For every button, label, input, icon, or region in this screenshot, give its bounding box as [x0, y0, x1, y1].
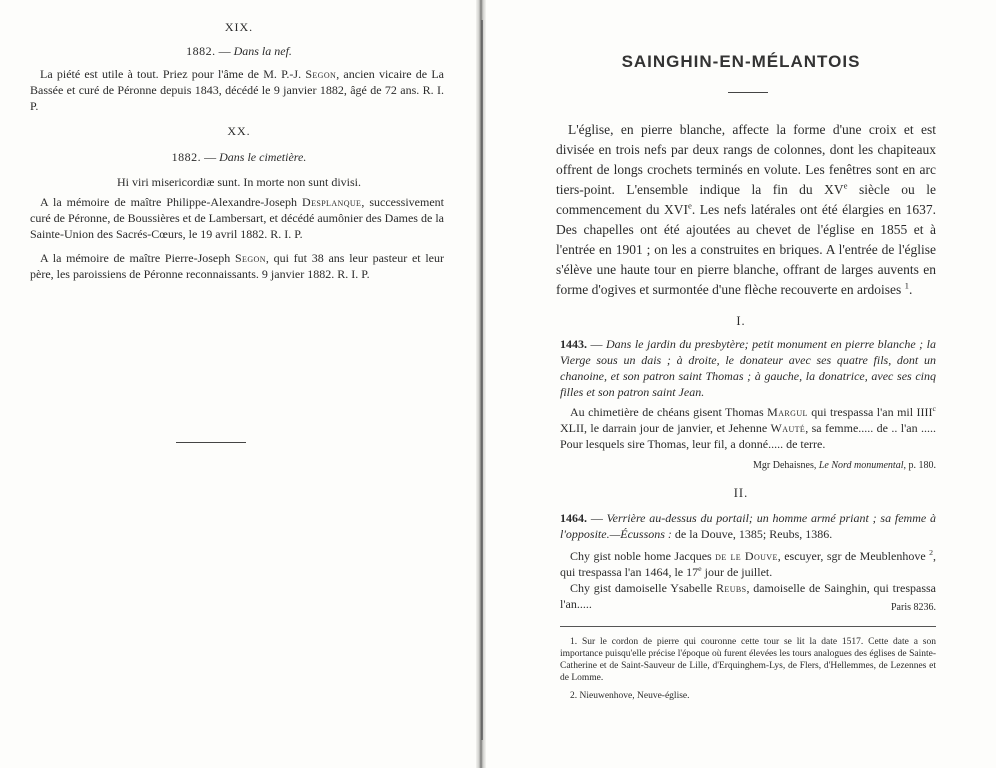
section-i-number: 1443.	[560, 337, 587, 351]
intro-paragraph	[556, 120, 936, 300]
section-i-numeral: I.	[736, 314, 746, 328]
section-ii-para2-part1: Chy gist damoiselle Ysabelle	[570, 581, 713, 595]
section-xx-para1	[30, 194, 444, 242]
section-i-name1: Margul	[767, 405, 808, 419]
section-ii-para2-part2: , damoiselle de Sainghin, qui trespassa l'an.....	[560, 581, 936, 611]
section-i-source-page: , p. 180.	[903, 460, 936, 471]
section-xx-numeral: XX.	[227, 124, 251, 138]
section-ii-para1-part4: jour de juillet.	[701, 565, 773, 579]
section-i-text-part2: qui trespassa l'an mil IIII	[807, 405, 933, 419]
section-xx-para2-part2: , qui fut 38 ans leur pasteur et leur père, les paroissiens de Péronne reconnaissants. 9 janvier 1882. R. I. P.	[30, 251, 444, 281]
section-xx-para2-part1: A la mémoire de maître Pierre-Joseph	[40, 251, 231, 265]
section-ii-escutcheons-label: —Écussons :	[609, 527, 672, 541]
section-ii-para1-part3: , qui trespassa l'an 1464, le 17	[560, 549, 937, 579]
section-i-dash: —	[590, 337, 603, 351]
intro-sup1: e	[843, 180, 848, 191]
section-xix-date: 1882.	[186, 44, 216, 58]
section-xx-heading	[0, 150, 478, 165]
section-ii-para1-footnote-ref: 2	[929, 548, 934, 557]
section-i-sup: c	[932, 404, 937, 413]
section-xx-para1-part1: A la mémoire de maître Philippe-Alexandre-Joseph	[40, 195, 297, 209]
footnote-1: 1. Sur le cordon de pierre qui couronne cette tour se lit la date 1517. Cette date a son importance puisqu'elle précise l'époque où furent élevées les tours analogues des églises de Sainte-Catherine et de Saint-Sauveur de Lille, d'Erquinghem-Lys, de Flers, d'Hellemmes, de Lezennes et de Lomme.	[560, 637, 936, 683]
section-xx-motto: Hi viri misericordiæ sunt. In morte non sunt divisi.	[117, 175, 361, 189]
section-xix-heading	[0, 44, 478, 59]
right-page	[486, 0, 996, 768]
section-ii-para1-sup: e	[698, 564, 702, 573]
section-xx-para2-name: Segon	[234, 251, 266, 265]
section-i-text-part3: XLII, le darrain jour de janvier, et Jehenne	[560, 421, 768, 435]
section-xix-numeral: XIX.	[224, 20, 254, 34]
left-page-end-rule	[176, 442, 246, 443]
section-i-inscription	[560, 404, 936, 452]
section-xx-dash: —	[204, 150, 217, 164]
section-i-entry	[560, 336, 936, 400]
section-ii-para1-name: de le Douve	[715, 549, 778, 563]
section-i-source-work: Le Nord monumental	[818, 460, 904, 471]
footnote-rule	[560, 626, 936, 627]
gutter-shadow-line	[481, 20, 483, 740]
section-ii-para1-part2: , escuyer, sgr de Meublenhove	[777, 549, 926, 563]
section-xx-para1-name: Desplanque	[302, 195, 362, 209]
intro-part3: . Les nefs latérales ont été élargies en 1637. Des chapelles ont été ajoutées au chevet de l'église en 1855 et à l'entrée en 1901 ; on les a construites en briques. A l'entrée de l'église s'élève une haute tour en pierre blanche, offrant de larges auvents en forme d'ogives et surmontée d'une flèche recouverte en ardoises	[556, 202, 936, 297]
page-title: SAINGHIN-EN-MÉLANTOIS	[621, 52, 861, 71]
section-xix-text-part1: La piété est utile à tout. Priez pour l'âme de M. P.-J.	[40, 67, 302, 81]
section-xx-date: 1882.	[171, 150, 202, 164]
section-xx-para2	[30, 250, 444, 282]
section-ii-number: 1464.	[560, 511, 587, 525]
section-ii-source: Paris 8236.	[891, 602, 936, 613]
section-i-source	[686, 460, 936, 471]
footnote-2: 2. Nieuwenhove, Neuve-église.	[570, 691, 690, 701]
section-xix-text	[30, 66, 444, 114]
intro-end: .	[909, 282, 913, 297]
section-ii-escutcheons-text: de la Douve, 1385; Reubs, 1386.	[671, 527, 833, 541]
section-ii-para1	[560, 548, 936, 580]
section-i-description: Dans le jardin du presbytère; petit monument en pierre blanche ; la Vierge sous un dais ; à droite, le donateur avec ses quatre fils, dont un chanoine, et son patron saint Thomas ; à gauche, la donatrice, avec ses cinq filles et son patron saint Jean.	[560, 337, 936, 399]
section-i-source-author: Mgr Dehaisnes,	[753, 460, 817, 471]
left-page	[0, 0, 478, 768]
title-rule	[728, 92, 768, 93]
section-xx-para1-part2: , successivement curé de Péronne, de Boussières et de Lambersart, et décédé aumônier des Dames de la Sainte-Union des Sacrés-Cœurs, le 19 avril 1882. R. I. P.	[30, 195, 444, 241]
section-ii-numeral: II.	[733, 486, 749, 500]
section-xx-location: Dans le cimetière.	[219, 150, 307, 164]
section-ii-entry	[560, 510, 936, 542]
intro-sup2: e	[687, 200, 692, 211]
section-ii-description: Verrière au-dessus du portail; un homme armé priant ; sa femme à l'opposite.	[560, 511, 937, 541]
section-i-name2: Wauté	[770, 421, 806, 435]
section-ii-dash: —	[590, 511, 603, 525]
intro-footnote-ref: 1	[904, 280, 909, 291]
intro-part2: siècle ou le commencement du XVI	[556, 182, 936, 217]
section-xix-name: Segon	[305, 67, 337, 81]
section-xix-dash: —	[218, 44, 231, 58]
section-i-text-part4: , sa femme..... de .. l'an ..... Pour lesquels sire Thomas, leur fil, a donné..... de terre.	[560, 421, 936, 451]
section-ii-para1-part1: Chy gist noble home Jacques	[570, 549, 712, 563]
section-xix-location: Dans la nef.	[233, 44, 292, 58]
section-xix-text-part2: , ancien vicaire de La Bassée et curé de Péronne depuis 1843, décédé le 9 janvier 1882, âgé de 72 ans. R. I. P.	[30, 67, 444, 113]
intro-part1: L'église, en pierre blanche, affecte la forme d'une croix et est divisée en trois nefs par deux rangs de colonnes, dont les chapiteaux offrent de longs crochets terminés en volute. Les fenêtres sont en arc tiers-point. L'ensemble indique la fin du XV	[556, 122, 936, 197]
section-ii-para2-name: Reubs	[716, 581, 747, 595]
section-i-text-part1: Au chimetière de chéans gisent Thomas	[570, 405, 764, 419]
